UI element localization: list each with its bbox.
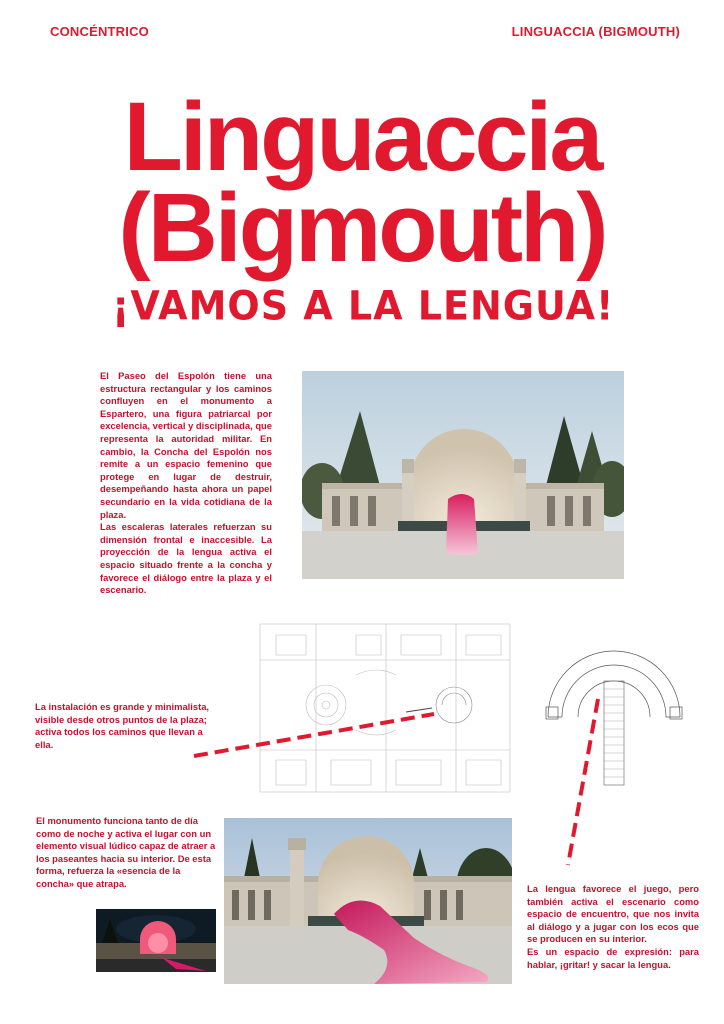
page-title-line1: Linguaccia [123,82,601,191]
paragraph-installation: La instalación es grande y minimalista, visible desde otros puntos de la plaza; activa todos los caminos que llevan a ella. [35,701,210,750]
header-left: CONCÉNTRICO [50,24,149,39]
subtitle: ¡VAMOS A LA LENGUA! [112,282,615,330]
paragraph-stairs-text: Las escaleras laterales refuerzan su dimensión frontal e inaccesible. La proyección de la lengua activa el espacio situado frente a la concha y favorece el diálogo entre la plaza y el escenario. [100,521,272,596]
photo-dusk-concha [224,818,512,984]
connector-dashed-line-right [560,695,610,870]
paragraph-day-night: El monumento funciona tanto de día como de noche y activa el lugar con un elemento visual lúdico capaz de atraer a los paseantes hacia su interior. De esta forma, refuerza la «esencia de la concha» que atrapa. [36,815,216,889]
connector-dashed-line-left [190,710,440,760]
photo-night-concha [96,909,216,972]
paragraph-game-text: La lengua favorece el juego, pero también activa el escenario como espacio de encuentro, que nos invita al diálogo y a jugar con los ecos que se producen en su interior. [527,883,699,945]
site-plan-drawing [256,620,514,796]
paragraph-expression-text: Es un espacio de expresión: para hablar, ¡gritar! y sacar la lengua. [527,945,699,970]
page-title-line2: (Bigmouth) [118,173,606,282]
photo-day-concha [302,371,624,579]
paragraph-espolon-text: El Paseo del Espolón tiene una estructura rectangular y los caminos confluyen en el monumento a Espartero, una figura patriarcal por excelencia, vertical y disciplinada, que representa la autoridad militar. En cambio, la Concha del Espolón nos remite a un espacio femenino que protege en lugar de destruir, desempeñando hasta ahora un papel secundario en la vida cotidiana de la plaza. [100,370,272,520]
header-right: LINGUACCIA (BIGMOUTH) [511,24,680,39]
paragraph-espolon [100,370,272,597]
paragraph-game [527,883,699,971]
